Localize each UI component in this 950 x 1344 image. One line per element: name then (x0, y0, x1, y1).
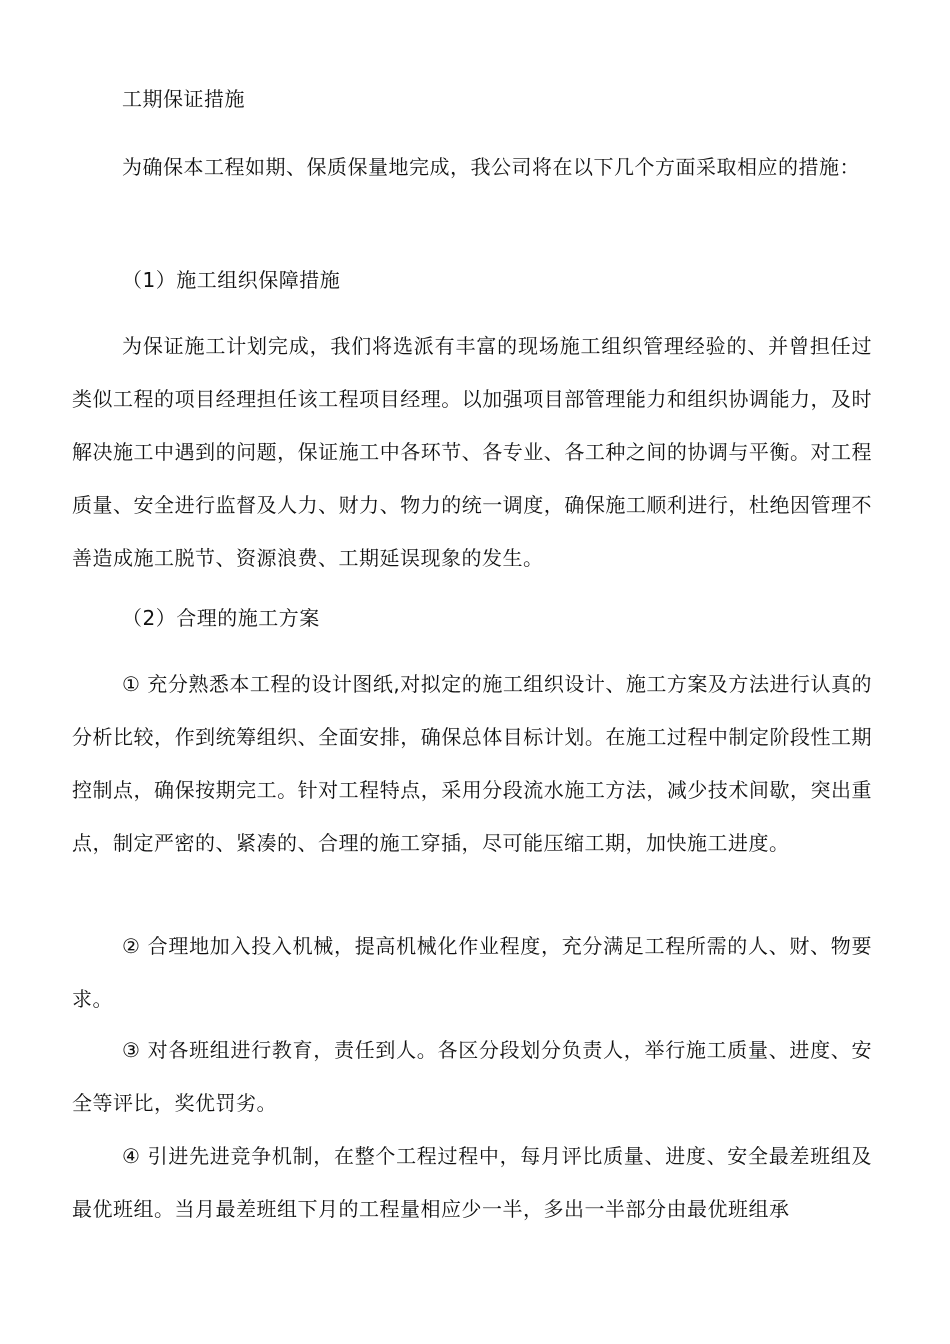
measure-item-3: ③ 对各班组进行教育，责任到人。各区分段划分负责人，举行施工质量、进度、安全等评比，奖优罚劣。 (72, 1038, 872, 1115)
measure-item-1: ① 充分熟悉本工程的设计图纸,对拟定的施工组织设计、施工方案及方法进行认真的分析比较，作到统筹组织、全面安排，确保总体目标计划。在施工过程中制定阶段性工期控制点，确保按期完工。针对工程特点，采用分段流水施工方法，减少技术间歇，突出重点，制定严密的、紧凑的、合理的施工穿插，尽可能压缩工期，加快施工进度。 (72, 672, 872, 855)
intro-paragraph: 为确保本工程如期、保质保量地完成，我公司将在以下几个方面采取相应的措施： (122, 155, 860, 179)
section-1-paragraph: 为保证施工计划完成，我们将选派有丰富的现场施工组织管理经验的、并曾担任过类似工程的项目经理担任该工程项目经理。以加强项目部管理能力和组织协调能力，及时解决施工中遇到的问题，保证施工中各环节、各专业、各工种之间的协调与平衡。对工程质量、安全进行监督及人力、财力、物力的统一调度，确保施工顺利进行，杜绝因管理不善造成施工脱节、资源浪费、工期延误现象的发生。 (72, 334, 872, 570)
measure-item-2: ② 合理地加入投入机械，提高机械化作业程度，充分满足工程所需的人、财、物要求。 (72, 934, 872, 1011)
measure-item-4: ④ 引进先进竞争机制，在整个工程过程中，每月评比质量、进度、安全最差班组及最优班组。当月最差班组下月的工程量相应少一半，多出一半部分由最优班组承 (72, 1144, 872, 1221)
section-2-heading: （2）合理的施工方案 (122, 606, 320, 630)
section-1-heading: （1）施工组织保障措施 (122, 268, 341, 292)
document-title: 工期保证措施 (122, 87, 245, 111)
